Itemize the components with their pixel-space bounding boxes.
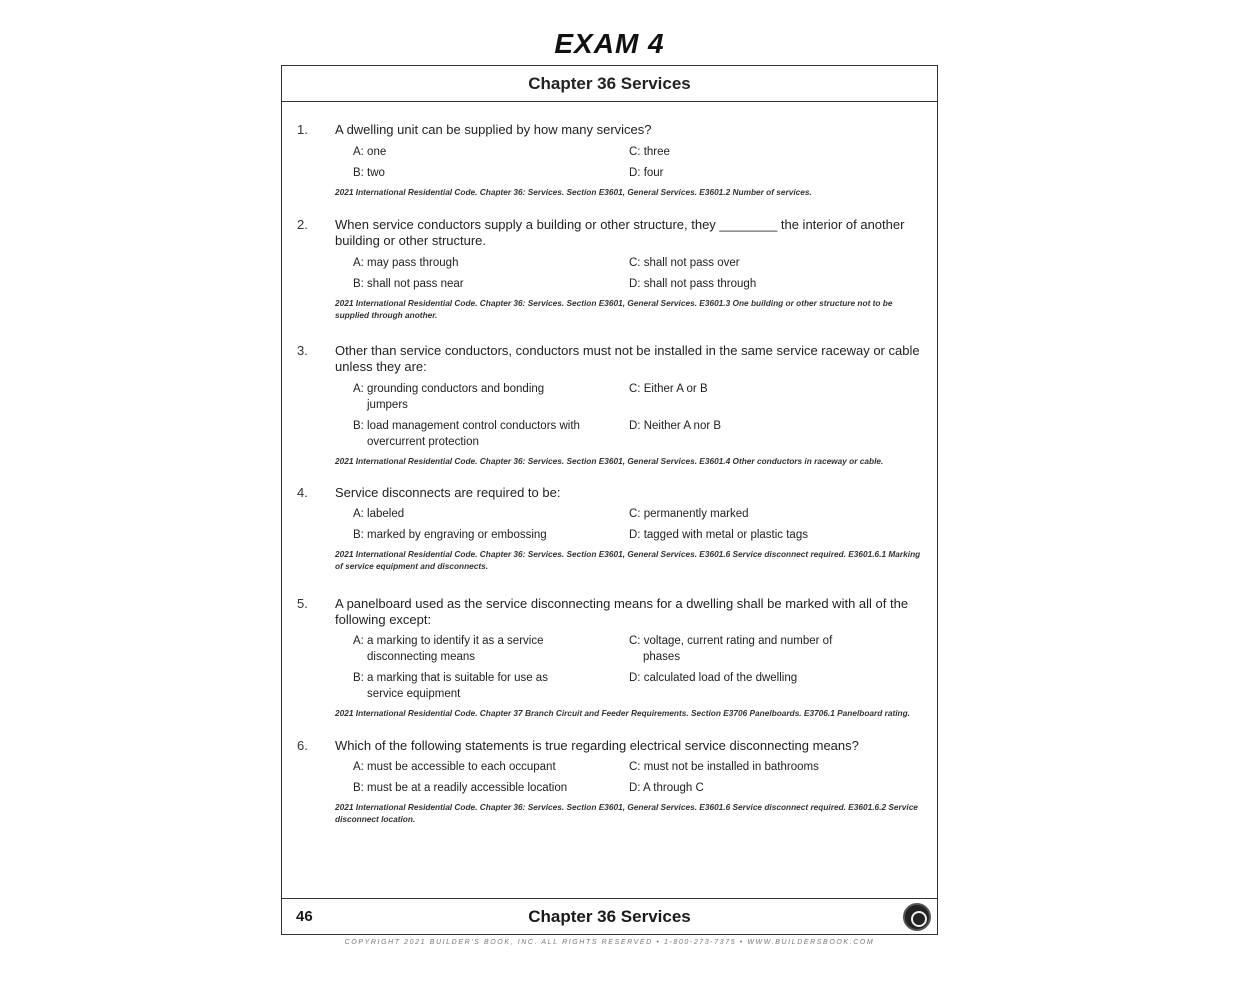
code-reference: 2021 International Residential Code. Chapter 36: Services. Section E3601, General Services. E3601.6 Service disconnect required. E3601.6.2 Service disconnect location.	[335, 802, 918, 824]
answer-a-line-1: A: grounding conductors and bonding	[353, 383, 545, 395]
answer-a[interactable]	[353, 633, 588, 665]
answer-b-line-2: overcurrent protection	[367, 436, 479, 448]
answer-c[interactable]: C: Either A or B	[629, 383, 708, 395]
page-number: 46	[296, 908, 313, 925]
question-number: 3.	[297, 343, 308, 358]
answer-b[interactable]: B: marked by engraving or embossing	[353, 529, 547, 541]
question-text: When service conductors supply a building or other structure, they ________ the interior of another building or other structure.	[335, 217, 905, 248]
question-text: Service disconnects are required to be:	[335, 485, 561, 500]
question-number: 2.	[297, 217, 308, 232]
answer-c[interactable]: C: shall not pass over	[629, 257, 740, 269]
answer-d[interactable]: D: calculated load of the dwelling	[629, 672, 798, 684]
answer-c-line-2: phases	[643, 651, 681, 663]
answer-a-line-2: disconnecting means	[367, 651, 476, 663]
page-frame	[281, 65, 938, 935]
question-number: 4.	[297, 485, 308, 500]
answer-b[interactable]: B: two	[353, 167, 385, 179]
answer-c-line-1: C: voltage, current rating and number of	[629, 635, 833, 647]
answer-c[interactable]: C: must not be installed in bathrooms	[629, 761, 819, 773]
page-footer	[282, 898, 937, 934]
answer-d[interactable]: D: shall not pass through	[629, 278, 757, 290]
answer-c[interactable]: C: permanently marked	[629, 508, 749, 520]
question-text: Other than service conductors, conductors must not be installed in the same service raceway or cable unless they are:	[335, 343, 920, 374]
chapter-header: Chapter 36 Services	[282, 66, 937, 102]
code-reference: 2021 International Residential Code. Chapter 36: Services. Section E3601, General Services. E3601.4 Other conductors in raceway or cable.	[335, 456, 884, 466]
answer-b[interactable]: B: shall not pass near	[353, 278, 464, 290]
answer-a-line-2: jumpers	[367, 399, 408, 411]
answer-a[interactable]	[353, 381, 588, 413]
answer-a[interactable]: A: one	[353, 146, 387, 158]
answer-b[interactable]	[353, 418, 588, 450]
question-text: A dwelling unit can be supplied by how many services?	[335, 122, 652, 137]
question-number: 6.	[297, 738, 308, 753]
copyright-notice: COPYRIGHT 2021 BUILDER'S BOOK, INC. ALL RIGHTS RESERVED • 1-800-273-7375 • WWW.BUILDERSBOOK.COM	[344, 939, 875, 946]
code-reference: 2021 International Residential Code. Chapter 36: Services. Section E3601, General Services. E3601.6 Service disconnect required. E3601.6.1 Marking of service equipment and disconnects.	[335, 549, 921, 571]
answer-d[interactable]: D: four	[629, 167, 664, 179]
answer-b-line-1: B: a marking that is suitable for use as	[353, 672, 548, 684]
exam-title: EXAM 4	[554, 28, 665, 59]
answer-c[interactable]	[629, 633, 869, 665]
answer-a-line-1: A: a marking to identify it as a service	[353, 635, 544, 647]
answer-b-line-1: B: load management control conductors with	[353, 420, 580, 432]
question-number: 1.	[297, 122, 308, 137]
code-reference: 2021 International Residential Code. Chapter 36: Services. Section E3601, General Services. E3601.3 One building or other structure not to be supplied through another.	[335, 298, 893, 320]
answer-b[interactable]: B: must be at a readily accessible location	[353, 782, 568, 794]
answer-c[interactable]: C: three	[629, 146, 670, 158]
answer-b-line-2: service equipment	[367, 688, 461, 700]
answer-b[interactable]	[353, 670, 588, 702]
question-number: 5.	[297, 596, 308, 611]
code-reference: 2021 International Residential Code. Chapter 36: Services. Section E3601, General Services. E3601.2 Number of services.	[335, 187, 812, 197]
answer-d[interactable]: D: Neither A nor B	[629, 420, 722, 432]
answer-a[interactable]: A: must be accessible to each occupant	[353, 761, 556, 773]
answer-a[interactable]: A: may pass through	[353, 257, 459, 269]
question-text: Which of the following statements is true regarding electrical service disconnecting means?	[335, 738, 859, 753]
code-reference: 2021 International Residential Code. Chapter 37 Branch Circuit and Feeder Requirements. Section E3706 Panelboards. E3706.1 Panelboard rating.	[335, 708, 910, 718]
question-text: A panelboard used as the service disconnecting means for a dwelling shall be marked with all of the following except:	[335, 596, 909, 627]
footer-chapter-title: Chapter 36 Services	[528, 907, 691, 926]
answer-d[interactable]: D: A through C	[629, 782, 704, 794]
answer-d[interactable]: D: tagged with metal or plastic tags	[629, 529, 808, 541]
builders-book-seal-icon	[903, 903, 931, 931]
answer-a[interactable]: A: labeled	[353, 508, 405, 520]
